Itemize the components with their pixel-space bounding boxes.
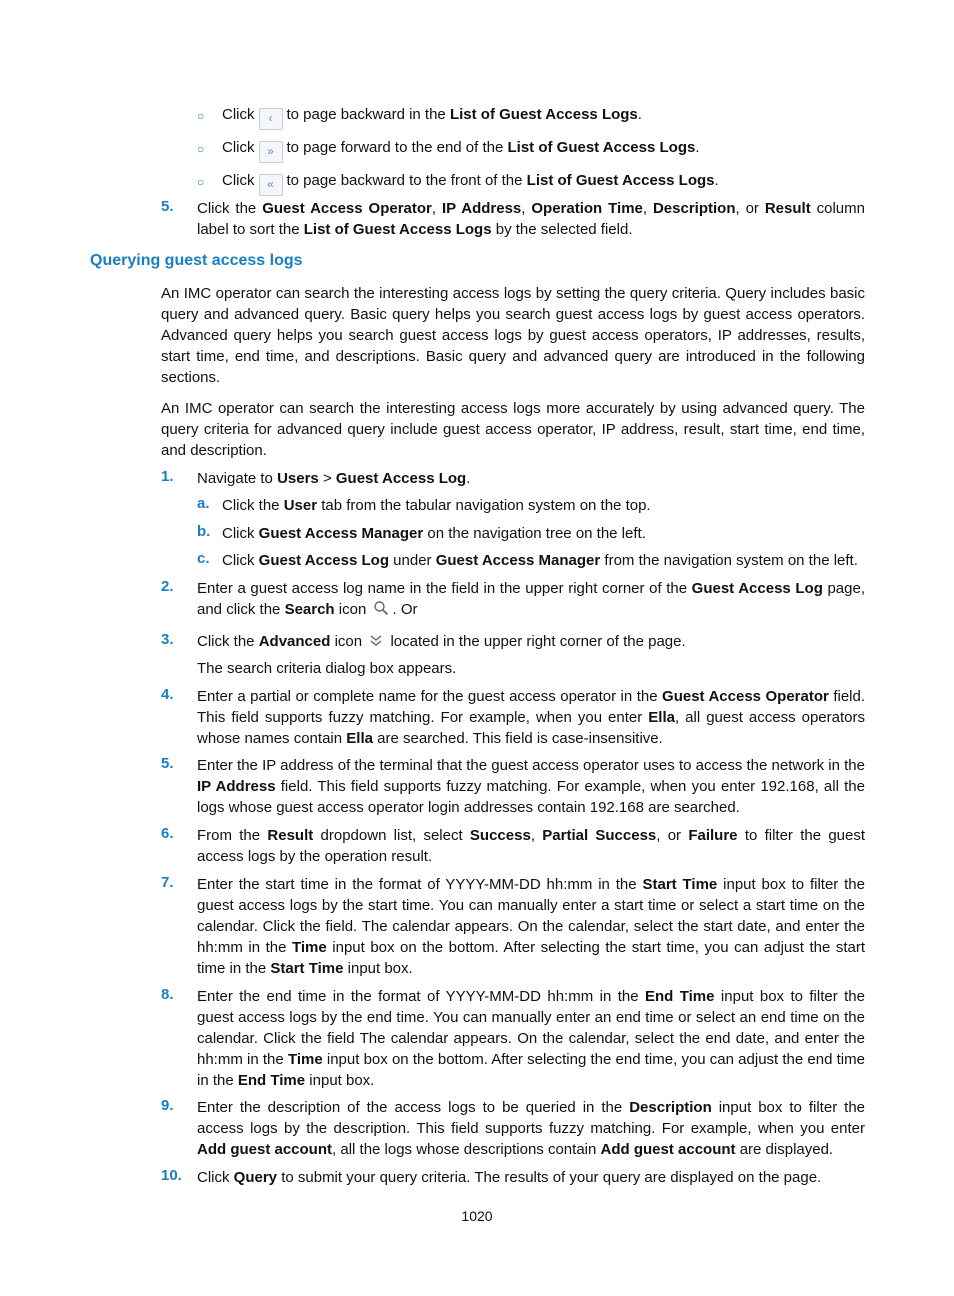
chevron-left-icon[interactable]: ‹ [259, 108, 283, 130]
page-number: 1020 [461, 1208, 493, 1224]
substep-label: a. [197, 495, 210, 512]
step-text: Click the Guest Access Operator, IP Address, Operation Time, Description, or Result column label to sort the List of Guest Access Logs by the selected field. [197, 200, 865, 238]
section-heading: Querying guest access logs [90, 252, 303, 269]
step-number: 2. [161, 578, 174, 595]
step-text: From the Result dropdown list, select Success, Partial Success, or Failure to filter the guest access logs by the operation result. [197, 827, 866, 865]
step-text: Enter the description of the access logs to be queried in the Description input box to filter the access logs by the description. This field supports fuzzy matching. For example, when you enter Add guest account, all the logs whose descriptions contain Add guest account are displayed. [197, 1099, 866, 1158]
bullet-marker: ○ [197, 175, 205, 189]
search-icon[interactable] [373, 600, 389, 622]
step-text: Enter a guest access log name in the field in the upper right corner of the Guest Access Log page, and click the Search icon . Or [197, 578, 865, 622]
step-text: Enter a partial or complete name for the guest access operator in the Guest Access Operator field. This field supports fuzzy matching. For example, when you enter Ella, all guest access operators whose names contain Ella are searched. This field is case-insensitive. [197, 688, 866, 747]
step-number: 10. [161, 1167, 182, 1184]
step-text: Click Query to submit your query criteria. The results of your query are displayed on the page. [197, 1169, 822, 1186]
paragraph-advanced: An IMC operator can search the interesting access logs more accurately by using advanced query. The query criteria for advanced query include guest access operator, IP address, result, start time, end time, and description. [161, 400, 865, 459]
double-chevron-left-icon[interactable]: « [259, 174, 283, 196]
step-number: 3. [161, 631, 174, 648]
double-chevron-down-icon[interactable] [369, 633, 383, 654]
step-text: Enter the IP address of the terminal that the guest access operator uses to access the network in the IP Address field. This field supports fuzzy matching. For example, when you enter 192.168, all the logs whose guest access operator login addresses contain 192.168 are searched. [197, 757, 865, 816]
step-text: Enter the end time in the format of YYYY-MM-DD hh:mm in the End Time input box to filter the guest access logs by the end time. You can manually enter an end time or select an end time on the calendar. Click the field The calendar appears. On the calendar, select the end date, and enter the hh:mm in the Time input box on the bottom. After selecting the end time, you can adjust the end time in the End Time input box. [197, 988, 865, 1089]
substep-text: Click the User tab from the tabular navigation system on the top. [222, 497, 651, 514]
step-number: 9. [161, 1097, 174, 1114]
step-text: Navigate to Users > Guest Access Log. [197, 470, 471, 487]
step-text: Enter the start time in the format of YYYY-MM-DD hh:mm in the Start Time input box to filter the guest access logs by the start time. You can manually enter a start time or select a start time on the calendar. Click the field. The calendar appears. On the calendar, select the start date, and enter the hh:mm in the Time input box on the bottom. After selecting the start time, you can adjust the start time in the Start Time input box. [197, 876, 866, 977]
bullet-marker: ○ [197, 142, 205, 156]
substep-label: b. [197, 523, 211, 540]
step-note: The search criteria dialog box appears. [197, 660, 457, 677]
bullet-marker: ○ [197, 109, 205, 123]
step-number: 5. [161, 755, 174, 772]
bullet-text: Click « to page backward to the front of the List of Guest Access Logs. [222, 170, 719, 196]
step-number: 6. [161, 825, 174, 842]
double-chevron-right-icon[interactable]: » [259, 141, 283, 163]
step-number: 5. [161, 198, 174, 215]
step-number: 1. [161, 468, 174, 485]
substep-label: c. [197, 550, 210, 567]
step-number: 4. [161, 686, 174, 703]
step-text: Click the Advanced icon located in the upper right corner of the page. [197, 631, 865, 654]
bullet-text: Click » to page forward to the end of the List of Guest Access Logs. [222, 137, 700, 163]
step-number: 7. [161, 874, 174, 891]
substep-text: Click Guest Access Log under Guest Access Manager from the navigation system on the left. [222, 552, 858, 569]
substep-text: Click Guest Access Manager on the navigation tree on the left. [222, 525, 646, 542]
bullet-text: Click ‹ to page backward in the List of Guest Access Logs. [222, 104, 642, 130]
paragraph-intro: An IMC operator can search the interesting access logs by setting the query criteria. Query includes basic query and advanced query. Basic query helps you search guest access logs by guest access operators. Advanced query helps you search guest access logs by guest access operators, IP addresses, results, start time, end time, and descriptions. Basic query and advanced query are introduced in the following sections. [161, 285, 865, 386]
step-number: 8. [161, 986, 174, 1003]
